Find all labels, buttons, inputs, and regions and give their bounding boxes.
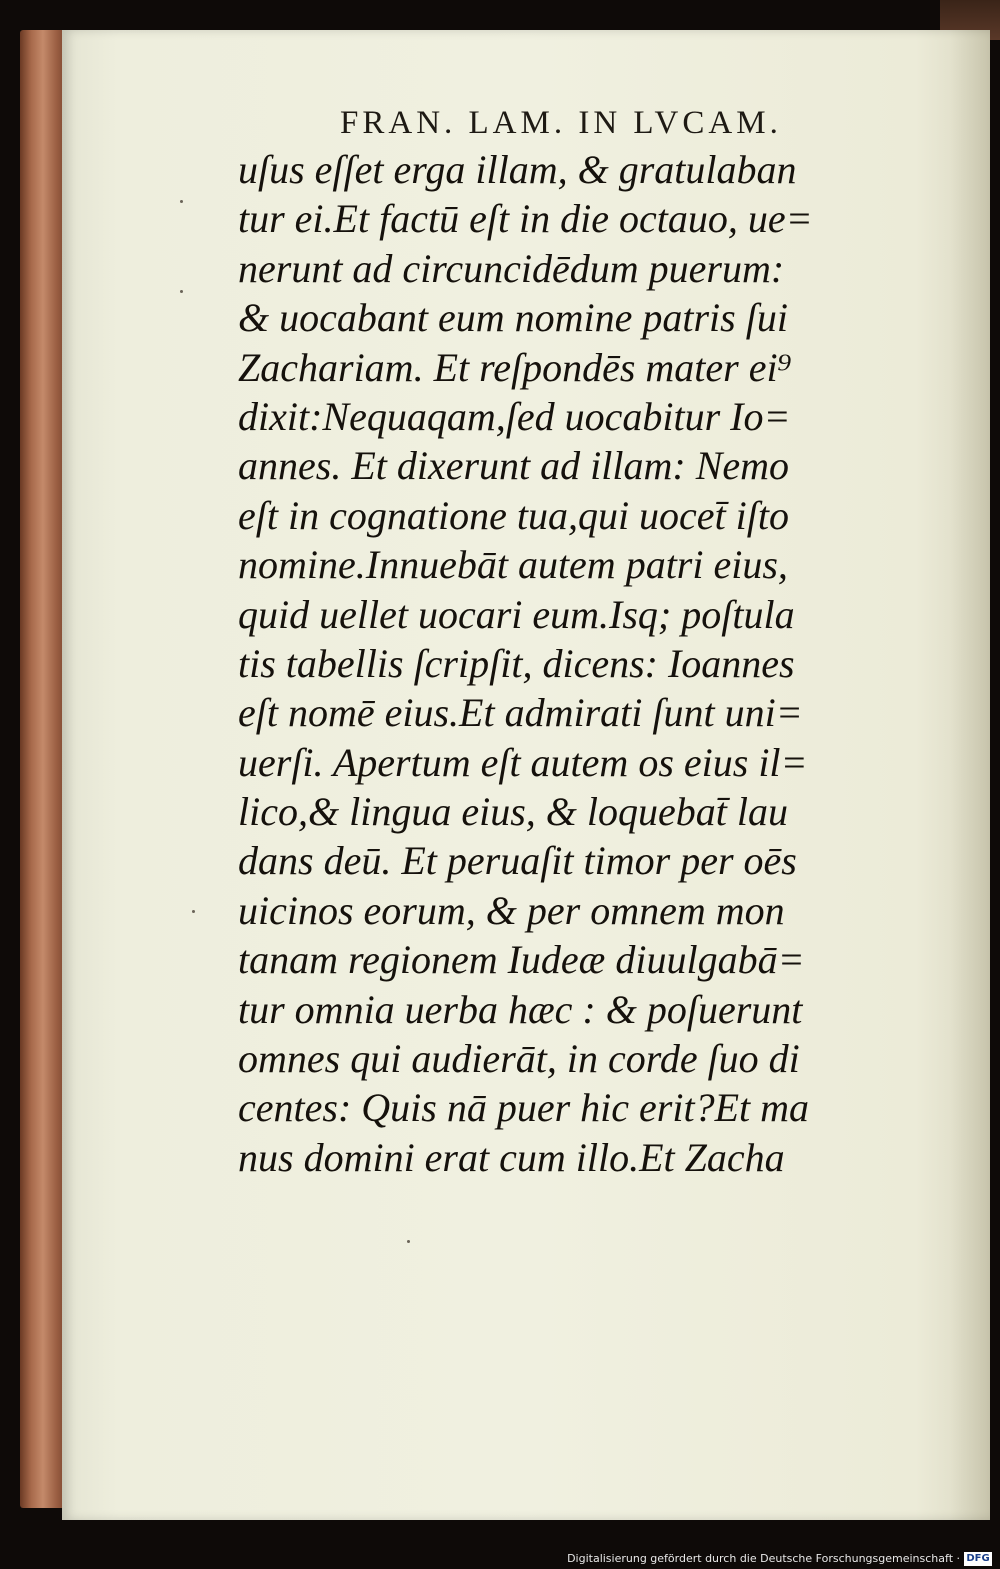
text-line: uerſi. Apertum eſt autem os eius il=: [238, 739, 808, 785]
text-line: eſt in cognatione tua,qui uocet̄ iſto: [238, 492, 790, 538]
text-line: uicinos eorum, & per omnem mon: [238, 887, 785, 933]
text-line: uſus eſſet erga illam, & gratulaban: [238, 147, 797, 192]
text-line: lico,& lingua eius, & loquebat̄ lau: [238, 789, 788, 835]
book-page-edges: [20, 30, 66, 1508]
text-line: annes. Et dixerunt ad illam: Nemo: [238, 443, 790, 489]
text-line: omnes qui audierāt, in corde ſuo di: [238, 1036, 800, 1082]
text-line: dans deū. Et peruaſit timor per oēs: [238, 838, 797, 884]
text-line: tanam regionem Iudeæ diuulgabā=: [238, 937, 805, 983]
footer-bar: [0, 1547, 1000, 1569]
text-line: centes: Quis nā puer hic erit?Et ma: [238, 1085, 809, 1131]
text-line: & uocabant eum nomine patris ſui: [238, 295, 788, 341]
text-line: dixit:Nequaqam,ſed uocabitur Io=: [238, 393, 791, 439]
text-line: nus domini erat cum illo.Et Zacha: [238, 1134, 785, 1180]
text-line: tur omnia uerba hæc : & poſuerunt: [238, 986, 803, 1032]
text-line: tur ei.Et factū eſt in die octauo, ue=: [238, 196, 813, 242]
text-line: quid uellet uocari eum.Isq; poſtula: [238, 591, 795, 637]
text-line: nomine.Innuebāt autem patri eius,: [238, 542, 788, 588]
text-line: nerunt ad circuncidēdum puerum:: [238, 245, 785, 291]
text-block: [238, 145, 888, 1182]
digitization-credit: Digitalisierung gefördert durch die Deutsche Forschungsgemeinschaft ·: [567, 1552, 960, 1565]
dfg-logo: DFG: [964, 1552, 992, 1566]
text-line: Zachariam. Et reſpondēs mater ei⁹: [238, 344, 792, 390]
text-line: eſt nomē eius.Et admirati ſunt uni=: [238, 690, 803, 736]
text-line: tis tabellis ſcripſit, dicens: Ioannes: [238, 640, 795, 686]
running-head: FRAN. LAM. IN LVCAM.: [340, 105, 782, 141]
